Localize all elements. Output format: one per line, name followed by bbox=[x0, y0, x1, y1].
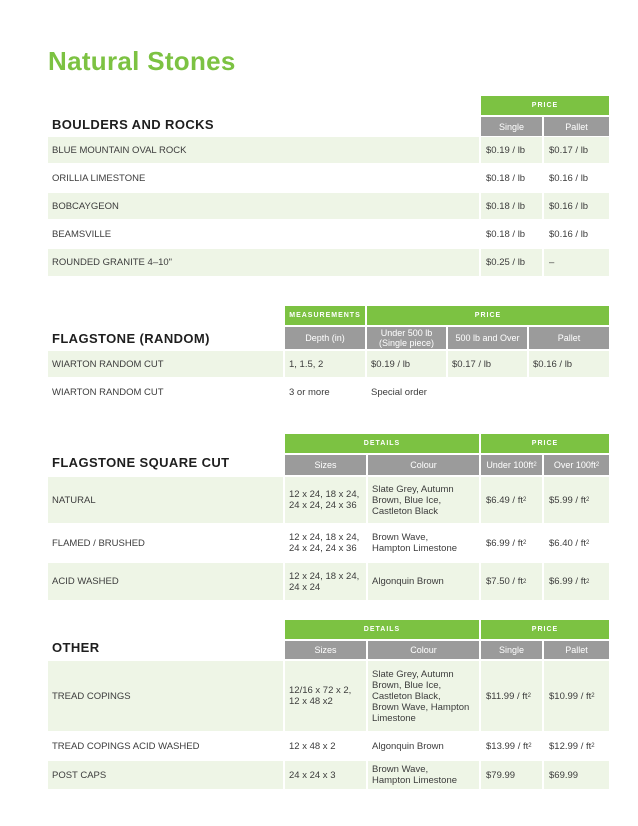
sizes-value: 12/16 x 72 x 2, 12 x 48 x2 bbox=[289, 685, 352, 707]
price-pallet: $12.99 / ft 2 bbox=[549, 740, 595, 752]
col-header-over-100: Over 100ft 2 bbox=[544, 455, 609, 475]
col-header-under-100: Under 100ft 2 bbox=[481, 455, 542, 475]
item-name: ORILLIA LIMESTONE bbox=[52, 172, 146, 184]
price-single: $0.19 / lb bbox=[486, 144, 526, 156]
page-title: Natural Stones bbox=[48, 46, 236, 76]
item-name: WIARTON RANDOM CUT bbox=[52, 358, 164, 370]
price-single: $11.99 / ft 2 bbox=[486, 690, 531, 702]
price-over-100: $5.99 / ft 2 bbox=[549, 494, 590, 506]
col-header-depth: Depth (in) bbox=[285, 327, 365, 349]
col-header-under-500-line2: (Single piece) bbox=[378, 338, 435, 348]
price-over-100: $6.40 / ft 2 bbox=[549, 537, 590, 549]
colour-value: Brown Wave, Hampton Limestone bbox=[372, 764, 458, 786]
table-row bbox=[48, 351, 609, 377]
item-name: TREAD COPINGS bbox=[52, 690, 131, 702]
col-header-colour: Colour bbox=[368, 455, 479, 475]
price-under-100: $6.49 / ft 2 bbox=[486, 494, 527, 506]
item-name: BOBCAYGEON bbox=[52, 200, 119, 212]
table-row bbox=[48, 477, 609, 523]
sizes-value: 12 x 24, 18 x 24, 24 x 24 bbox=[289, 570, 360, 593]
item-name: ROUNDED GRANITE 4–10" bbox=[52, 257, 173, 268]
col-header-pallet: Pallet bbox=[529, 327, 609, 349]
group-header-price: PRICE bbox=[481, 620, 609, 639]
colour-value: Algonquin Brown bbox=[372, 576, 444, 587]
table-row bbox=[48, 249, 609, 276]
price-single: $0.18 / lb bbox=[486, 228, 526, 240]
col-header-under-500-line1: Under 500 lb bbox=[380, 328, 433, 338]
price-pallet: – bbox=[549, 257, 555, 268]
col-header-sizes: Sizes bbox=[285, 455, 366, 475]
price-under-500: $0.19 / lb bbox=[371, 358, 411, 370]
price-single: $0.18 / lb bbox=[486, 172, 526, 184]
price-under-100: $7.50 / ft 2 bbox=[486, 576, 527, 587]
price-pallet: $69.99 bbox=[549, 769, 579, 781]
sizes-value: 12 x 24, 18 x 24, 24 x 24, 24 x 36 bbox=[289, 532, 360, 554]
group-header-price: PRICE bbox=[367, 306, 609, 325]
item-name: WIARTON RANDOM CUT bbox=[52, 387, 164, 398]
table-row bbox=[48, 137, 609, 163]
colour-value: Brown Wave, Hampton Limestone bbox=[372, 532, 458, 554]
price-pallet: $0.16 / lb bbox=[533, 358, 573, 370]
table-row bbox=[48, 733, 609, 759]
col-header-pallet: Pallet bbox=[544, 117, 609, 136]
price-single: $0.25 / lb bbox=[486, 257, 526, 268]
price-500-and-over: $0.17 / lb bbox=[452, 358, 492, 370]
table-row bbox=[48, 563, 609, 600]
item-name: NATURAL bbox=[52, 494, 96, 506]
colour-value: Algonquin Brown bbox=[372, 740, 444, 752]
table-row bbox=[48, 221, 609, 247]
col-header-colour: Colour bbox=[368, 641, 479, 659]
col-header-single: Single bbox=[481, 117, 542, 136]
price-single: $79.99 bbox=[486, 769, 516, 781]
item-name: FLAMED / BRUSHED bbox=[52, 537, 145, 549]
colour-value: Slate Grey, Autumn Brown, Blue Ice, Castleton Black, Brown Wave, Hampton Limestone bbox=[372, 668, 470, 724]
price-over-100: $6.99 / ft 2 bbox=[549, 576, 590, 587]
section-heading-boulders: BOULDERS AND ROCKS bbox=[52, 117, 215, 132]
group-header-details: DETAILS bbox=[285, 434, 479, 453]
table-row bbox=[48, 525, 609, 561]
item-name: BEAMSVILLE bbox=[52, 228, 112, 240]
price-under-100: $6.99 / ft 2 bbox=[486, 537, 527, 549]
price-single: $13.99 / ft 2 bbox=[486, 740, 532, 752]
table-row bbox=[48, 165, 609, 191]
depth-value: 3 or more bbox=[289, 387, 330, 398]
depth-value: 1, 1.5, 2 bbox=[289, 358, 324, 370]
special-order-note: Special order bbox=[371, 387, 427, 398]
table-row bbox=[48, 661, 609, 731]
col-header-single: Single bbox=[481, 641, 542, 659]
price-pallet: $0.16 / lb bbox=[549, 172, 589, 184]
table-row bbox=[48, 761, 609, 789]
col-header-pallet: Pallet bbox=[544, 641, 609, 659]
sizes-value: 24 x 24 x 3 bbox=[289, 769, 336, 781]
group-header-details: DETAILS bbox=[285, 620, 479, 639]
col-header-500-and-over: 500 lb and Over bbox=[448, 327, 527, 349]
sizes-value: 12 x 24, 18 x 24, 24 x 24, 24 x 36 bbox=[289, 489, 360, 511]
section-heading-other: OTHER bbox=[52, 640, 100, 655]
price-pallet: $0.17 / lb bbox=[549, 144, 589, 156]
section-heading-flagstone-square: FLAGSTONE SQUARE CUT bbox=[52, 455, 230, 470]
table-row bbox=[48, 193, 609, 219]
item-name: TREAD COPINGS ACID WASHED bbox=[52, 740, 200, 752]
price-pallet: $0.16 / lb bbox=[549, 200, 589, 212]
price-single: $0.18 / lb bbox=[486, 200, 526, 212]
sizes-value: 12 x 48 x 2 bbox=[289, 740, 336, 752]
table-row bbox=[48, 379, 609, 406]
price-pallet: $0.16 / lb bbox=[549, 228, 589, 240]
col-header-sizes: Sizes bbox=[285, 641, 366, 659]
section-heading-flagstone-random: FLAGSTONE (RANDOM) bbox=[52, 331, 210, 346]
group-header-price: PRICE bbox=[481, 96, 609, 115]
col-header-under-500 bbox=[367, 327, 446, 349]
item-name: POST CAPS bbox=[52, 769, 107, 781]
price-pallet: $10.99 / ft 2 bbox=[549, 690, 595, 702]
item-name: BLUE MOUNTAIN OVAL ROCK bbox=[52, 144, 187, 156]
group-header-price: PRICE bbox=[481, 434, 609, 453]
colour-value: Slate Grey, Autumn Brown, Blue Ice, Castleton Black bbox=[372, 483, 454, 517]
group-header-measurements: MEASUREMENTS bbox=[285, 306, 365, 325]
item-name: ACID WASHED bbox=[52, 576, 119, 587]
